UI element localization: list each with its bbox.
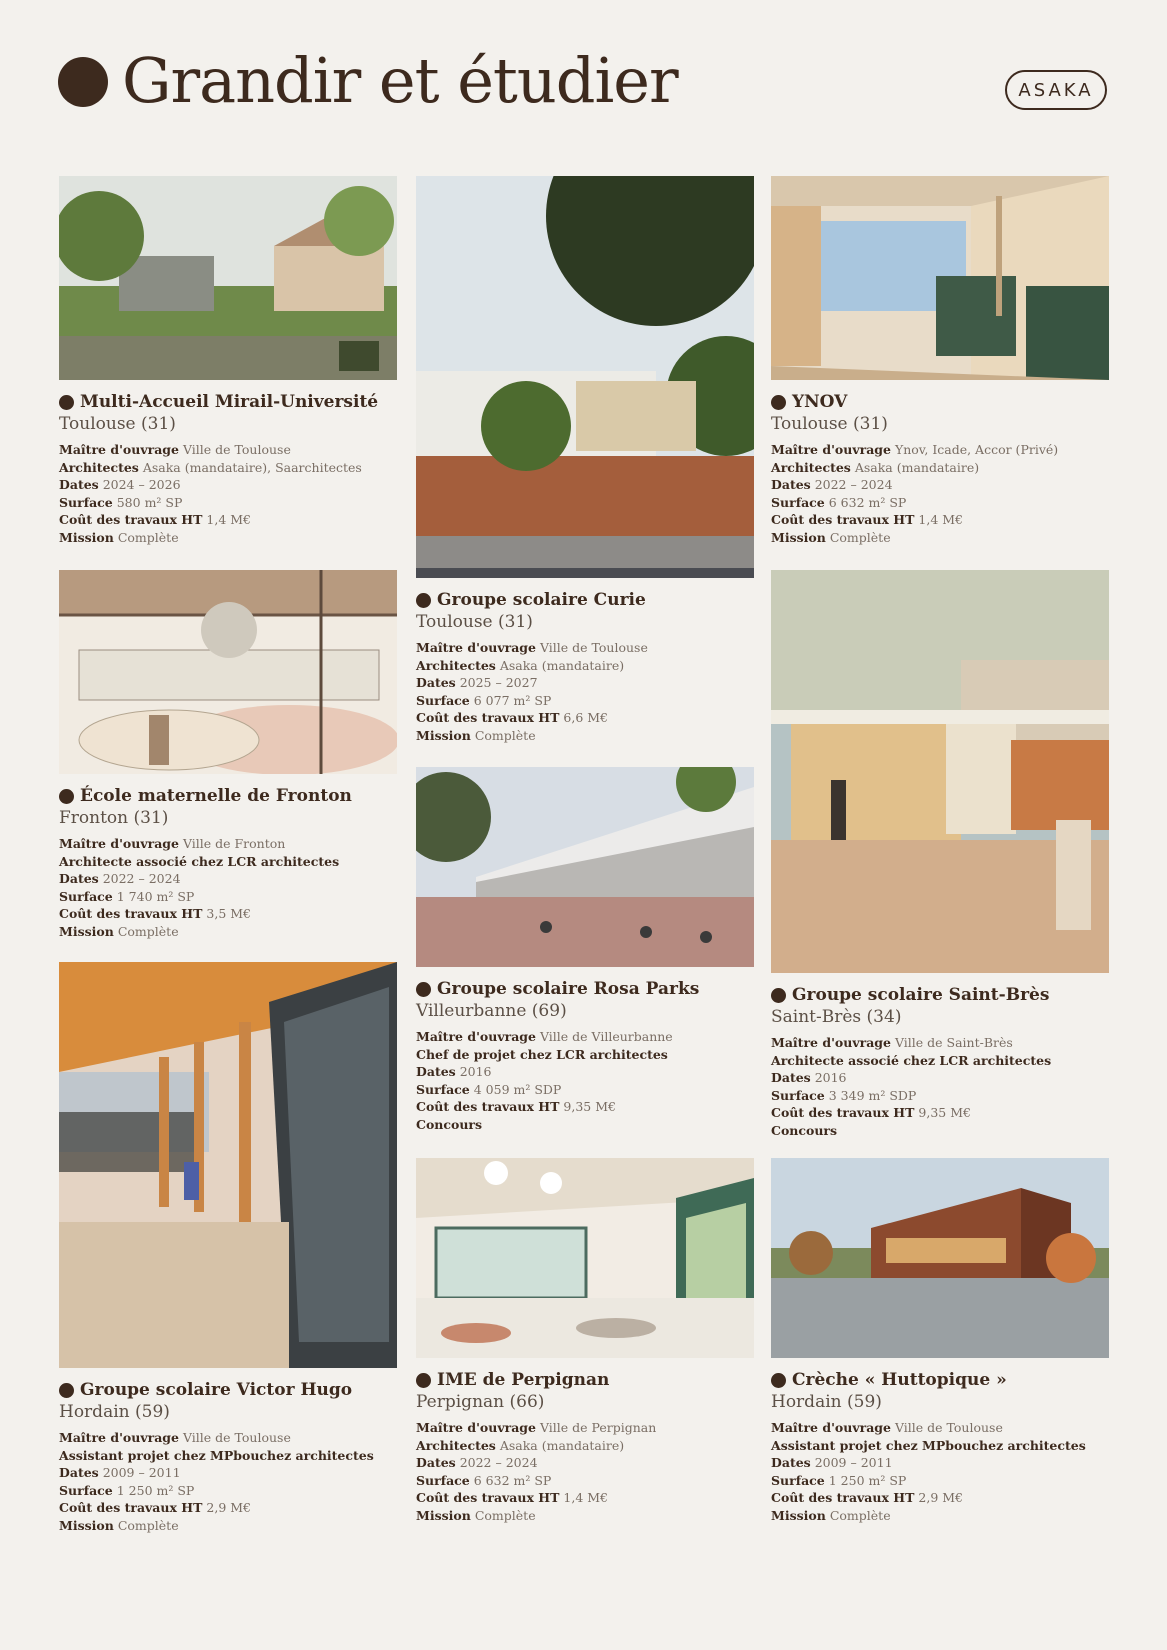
info-row: Dates 2016	[771, 1070, 847, 1086]
info-row: Architectes Asaka (mandataire)	[771, 459, 980, 475]
info-row: Mission Complète	[416, 727, 536, 743]
info-row: Dates 2009 – 2011	[771, 1455, 893, 1471]
project-card-curie	[416, 176, 754, 745]
info-row: Dates 2025 – 2027	[416, 675, 538, 691]
info-row: Maître d'ouvrage Ville de Perpignan	[416, 1420, 657, 1435]
project-photo	[771, 570, 1109, 973]
info-row: Concours	[416, 1116, 483, 1132]
info-row: Dates 2016	[416, 1064, 492, 1080]
info-row: Maître d'ouvrage Ville de Toulouse	[59, 442, 291, 457]
info-row: Mission Complète	[59, 529, 179, 545]
info-row: Mission Complète	[771, 529, 891, 545]
project-photo	[59, 570, 397, 774]
bullet-icon	[771, 395, 786, 410]
project-card-saint-bres	[771, 570, 1109, 1140]
bullet-icon	[771, 1373, 786, 1388]
info-row: Surface 6 077 m² SP	[416, 692, 552, 708]
project-name: Groupe scolaire Saint-Brès	[771, 985, 1109, 1005]
info-row: Coût des travaux HT 1,4 M€	[416, 1490, 609, 1506]
bullet-icon	[416, 982, 431, 997]
info-row: Coût des travaux HT 1,4 M€	[771, 512, 964, 528]
info-row: Surface 580 m² SP	[59, 494, 183, 510]
info-row: Maître d'ouvrage Ynov, Icade, Accor (Privé)	[771, 442, 1059, 457]
project-card-mirail	[59, 176, 397, 547]
project-location: Villeurbanne (69)	[416, 1001, 567, 1021]
info-row: Dates 2022 – 2024	[771, 477, 893, 493]
page-title: Grandir et étudier	[122, 43, 678, 117]
asaka-logo: ASAKA	[1005, 70, 1107, 110]
info-row: Dates 2024 – 2026	[59, 477, 181, 493]
project-name: Groupe scolaire Victor Hugo	[59, 1380, 397, 1400]
info-row: Architecte associé chez LCR architectes	[771, 1052, 1052, 1068]
info-row: Surface 6 632 m² SP	[416, 1472, 552, 1488]
project-photo	[416, 1158, 754, 1358]
info-row: Maître d'ouvrage Ville de Toulouse	[416, 640, 648, 655]
bullet-icon	[59, 395, 74, 410]
info-row: Dates 2022 – 2024	[416, 1455, 538, 1471]
info-row: Architectes Asaka (mandataire)	[416, 1437, 625, 1453]
project-name: Groupe scolaire Rosa Parks	[416, 979, 754, 999]
info-row: Dates 2022 – 2024	[59, 871, 181, 887]
info-row: Architectes Asaka (mandataire)	[416, 657, 625, 673]
project-location: Hordain (59)	[771, 1392, 882, 1412]
info-row: Architecte associé chez LCR architectes	[59, 853, 340, 869]
project-name: Multi-Accueil Mirail-Université	[59, 392, 397, 412]
info-row: Surface 3 349 m² SDP	[771, 1087, 917, 1103]
bullet-icon	[59, 1383, 74, 1398]
info-row: Surface 1 250 m² SP	[59, 1482, 195, 1498]
info-row: Chef de projet chez LCR architectes	[416, 1046, 668, 1062]
project-location: Toulouse (31)	[416, 612, 533, 632]
info-row: Coût des travaux HT 3,5 M€	[59, 906, 252, 922]
info-row: Coût des travaux HT 1,4 M€	[59, 512, 252, 528]
info-row: Concours	[771, 1122, 838, 1138]
info-row: Coût des travaux HT 9,35 M€	[771, 1105, 971, 1121]
project-photo	[416, 176, 754, 578]
info-row: Maître d'ouvrage Ville de Villeurbanne	[416, 1029, 673, 1044]
project-photo	[771, 176, 1109, 380]
project-card-victor-hugo	[59, 962, 397, 1535]
project-name: IME de Perpignan	[416, 1370, 754, 1390]
project-location: Fronton (31)	[59, 808, 169, 828]
bullet-icon	[771, 988, 786, 1003]
info-row: Mission Complète	[59, 1517, 179, 1533]
project-card-huttopique	[771, 1158, 1109, 1525]
info-row: Maître d'ouvrage Ville de Toulouse	[59, 1430, 291, 1445]
info-row: Maître d'ouvrage Ville de Toulouse	[771, 1420, 1003, 1435]
info-row: Coût des travaux HT 6,6 M€	[416, 710, 609, 726]
info-row: Assistant projet chez MPbouchez architectes	[59, 1447, 374, 1463]
info-row: Surface 4 059 m² SDP	[416, 1081, 562, 1097]
info-row: Coût des travaux HT 2,9 M€	[59, 1500, 252, 1516]
project-card-fronton	[59, 570, 397, 941]
info-row: Surface 6 632 m² SP	[771, 494, 907, 510]
project-photo	[416, 767, 754, 967]
info-row: Dates 2009 – 2011	[59, 1465, 181, 1481]
title-bullet-icon	[58, 57, 108, 107]
info-row: Surface 1 250 m² SP	[771, 1472, 907, 1488]
project-name: YNOV	[771, 392, 1109, 412]
info-row: Maître d'ouvrage Ville de Saint-Brès	[771, 1035, 1013, 1050]
bullet-icon	[416, 593, 431, 608]
project-location: Toulouse (31)	[771, 414, 888, 434]
project-card-ynov	[771, 176, 1109, 547]
info-row: Mission Complète	[416, 1507, 536, 1523]
project-location: Toulouse (31)	[59, 414, 176, 434]
info-row: Architectes Asaka (mandataire), Saarchitectes	[59, 459, 362, 475]
page-header	[58, 40, 678, 120]
info-row: Coût des travaux HT 9,35 M€	[416, 1099, 616, 1115]
bullet-icon	[416, 1373, 431, 1388]
project-name: Groupe scolaire Curie	[416, 590, 754, 610]
info-row: Coût des travaux HT 2,9 M€	[771, 1490, 964, 1506]
info-row: Surface 1 740 m² SP	[59, 888, 195, 904]
info-row: Mission Complète	[771, 1507, 891, 1523]
project-photo	[59, 176, 397, 380]
project-photo	[771, 1158, 1109, 1358]
project-location: Perpignan (66)	[416, 1392, 545, 1412]
info-row: Mission Complète	[59, 923, 179, 939]
project-card-ime-perpignan	[416, 1158, 754, 1525]
project-name: École maternelle de Fronton	[59, 786, 397, 806]
project-card-rosa-parks	[416, 767, 754, 1134]
project-photo	[59, 962, 397, 1368]
info-row: Maître d'ouvrage Ville de Fronton	[59, 836, 286, 851]
info-row: Assistant projet chez MPbouchez architectes	[771, 1437, 1086, 1453]
project-name: Crèche « Huttopique »	[771, 1370, 1109, 1390]
project-location: Saint-Brès (34)	[771, 1007, 902, 1027]
bullet-icon	[59, 789, 74, 804]
project-location: Hordain (59)	[59, 1402, 170, 1422]
